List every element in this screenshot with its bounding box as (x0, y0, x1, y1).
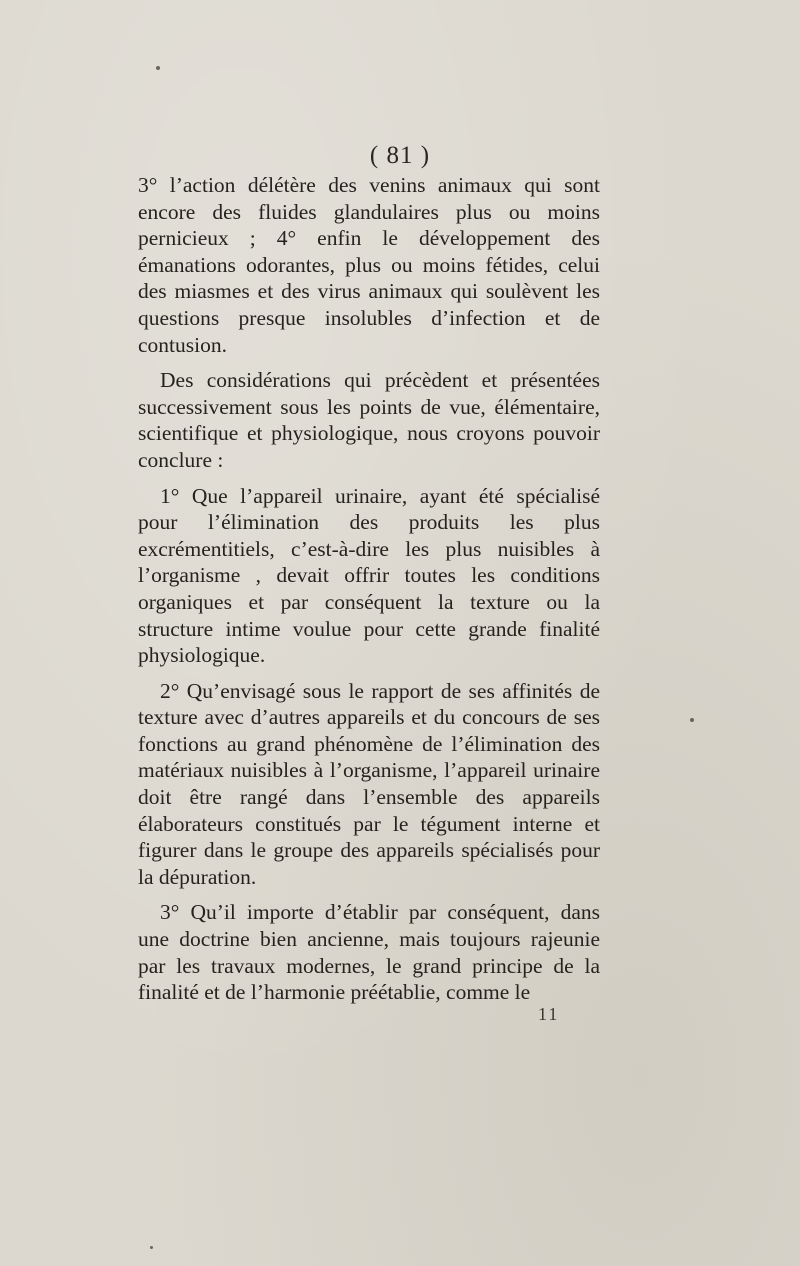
signature-mark: 11 (538, 1004, 560, 1024)
paragraph-conclusion-3: 3° Qu’il importe d’établir par conséquent, dans une doctrine bien ancienne, mais toujours rajeunie par les travaux modernes, le grand principe de la finalité et de l’harmonie préétablie, comme le (138, 900, 600, 1005)
paragraph-conclusion-1: 1° Que l’appareil urinaire, ayant été spécialisé pour l’élimination des produits les plus excrémentitiels, c’est-à-dire les plus nuisibles à l’organisme , devait offrir toutes les conditions organiques et par conséquent la texture ou la structure intime voulue pour cette grande finalité physiologique. (138, 483, 600, 668)
paragraph-conclusion-2: 2° Qu’envisagé sous le rapport de ses affinités de texture avec d’autres appareils et du concours de ses fonctions au grand phénomène de l’élimination des matériaux nuisibles à l’organisme, l’appareil urinaire doit être rangé dans l’ensemble des appareils élaborateurs constitués par le tégument interne et figurer dans le groupe des appareils spécialisés pour la dépuration. (138, 678, 600, 889)
paragraph-continuation: 3° l’action délétère des venins animaux qui sont encore des fluides glandulaires plus ou moins pernicieux ; 4° enfin le développement des émanations odorantes, plus ou moins fétides, celui des miasmes et des virus animaux qui soulèvent les questions presque insolubles d’infection et de contusion. (138, 173, 600, 357)
page-body (138, 172, 600, 1006)
paper-speck (156, 66, 160, 70)
paragraph-conclusion-intro: Des considérations qui précèdent et présentées successivement sous les points de vue, élémentaire, scientifique et physiologique, nous croyons pouvoir conclure : (138, 368, 600, 472)
paper-speck (150, 1246, 153, 1249)
paper-speck (690, 718, 694, 722)
page-number: ( 81 ) (369, 142, 431, 169)
